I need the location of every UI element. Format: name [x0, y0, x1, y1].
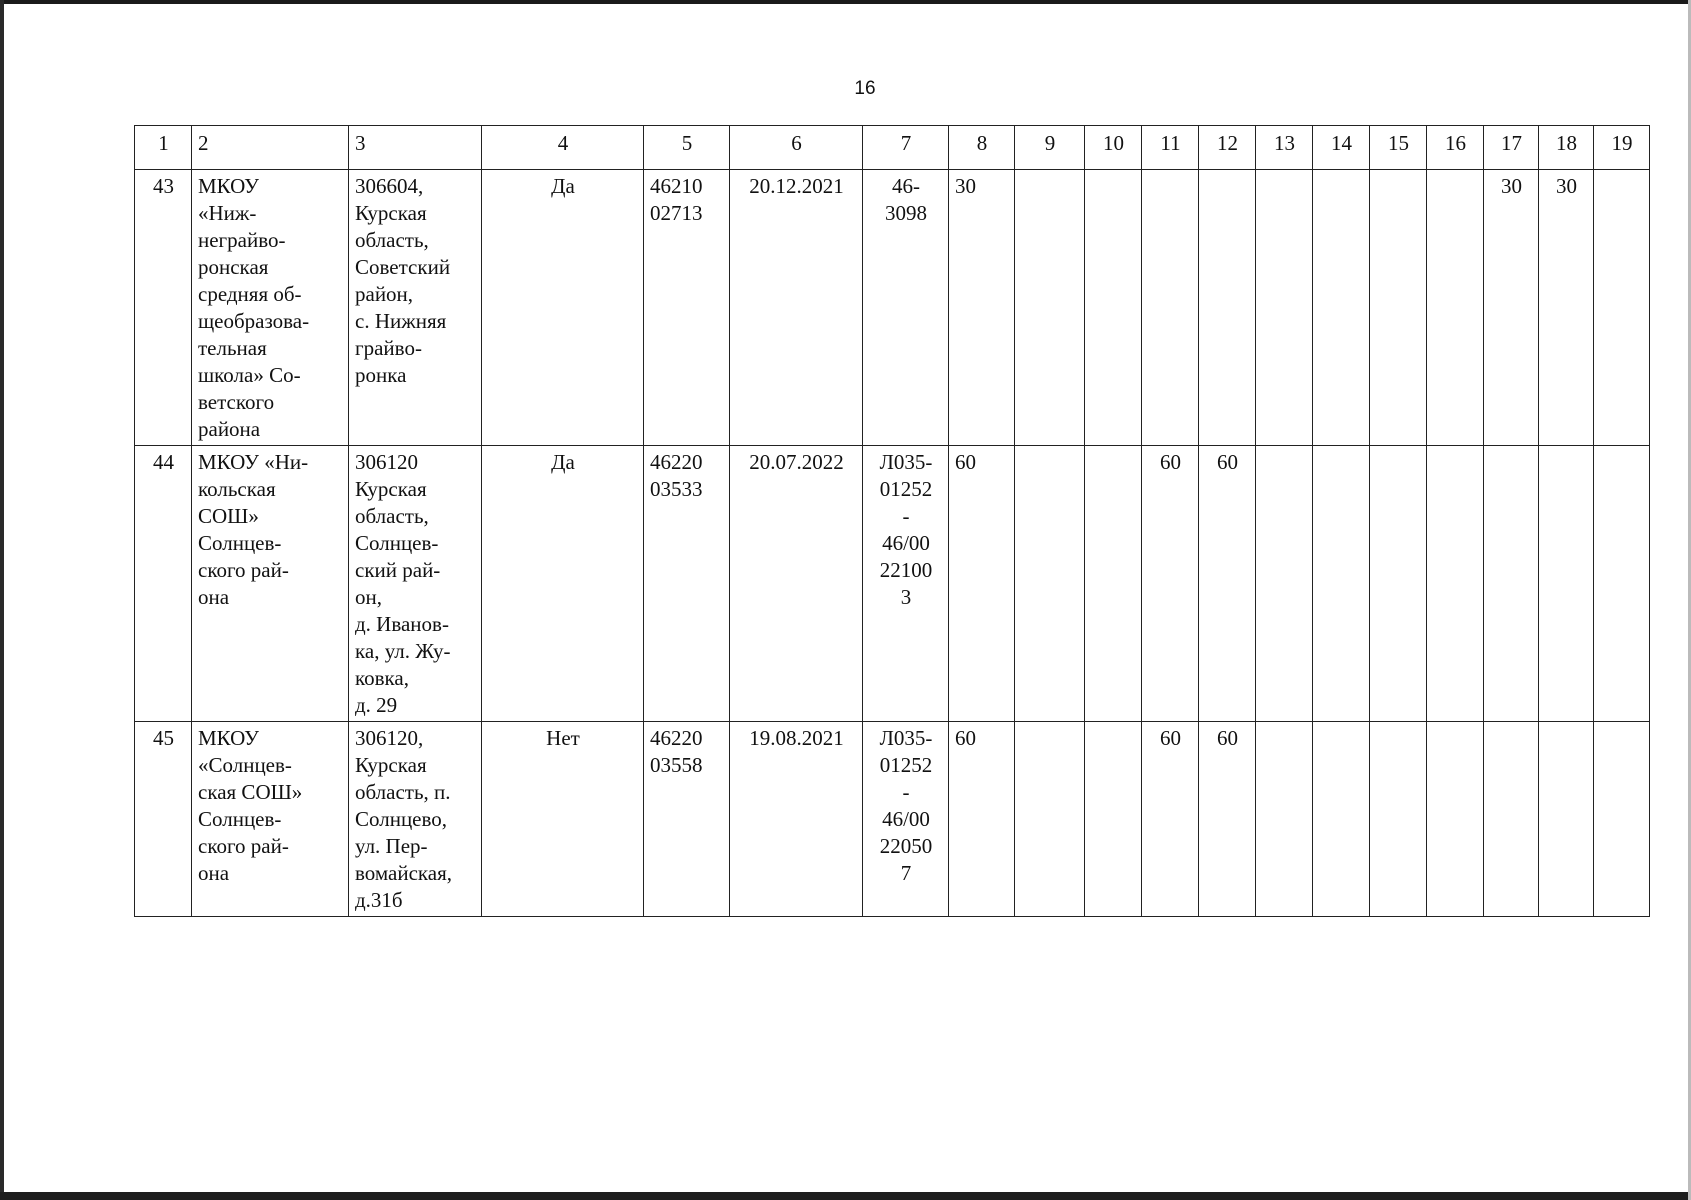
- table-cell: [1085, 446, 1142, 722]
- header-cell: 14: [1313, 126, 1370, 170]
- table-cell: 46210 02713: [644, 170, 730, 446]
- row-number: 43: [135, 170, 192, 446]
- row-number: 44: [135, 446, 192, 722]
- header-cell: 10: [1085, 126, 1142, 170]
- table-cell: [1313, 722, 1370, 917]
- table-cell: [1313, 446, 1370, 722]
- scan-edge-top: [0, 0, 1691, 4]
- organization-name: МКОУ «Солнцев- ская СОШ» Солнцев- ского рай- она: [192, 722, 349, 917]
- table-cell: Нет: [482, 722, 644, 917]
- organization-name: МКОУ «Ни- кольская СОШ» Солнцев- ского рай- она: [192, 446, 349, 722]
- scan-edge-bottom: [0, 1192, 1691, 1200]
- address: 306120, Курская область, п. Солнцево, ул. Пер- вомайская, д.31б: [349, 722, 482, 917]
- table-cell: 30: [1484, 170, 1539, 446]
- header-cell: 17: [1484, 126, 1539, 170]
- table-cell: [1199, 170, 1256, 446]
- address: 306604, Курская область, Советский район, с. Нижняя грайво- ронка: [349, 170, 482, 446]
- table-cell: 46220 03533: [644, 446, 730, 722]
- license-number: 46- 3098: [863, 170, 949, 446]
- table-cell: [1015, 446, 1085, 722]
- date-cell: 20.12.2021: [730, 170, 863, 446]
- table-cell: [1539, 722, 1594, 917]
- table-cell: [1256, 446, 1313, 722]
- table-cell: [1256, 170, 1313, 446]
- table-cell: [1484, 722, 1539, 917]
- table-cell: [1370, 170, 1427, 446]
- table-cell: 60: [1199, 722, 1256, 917]
- row-number: 45: [135, 722, 192, 917]
- header-cell: 1: [135, 126, 192, 170]
- page-number: 16: [854, 78, 876, 99]
- table-cell: [1594, 722, 1650, 917]
- header-cell: 15: [1370, 126, 1427, 170]
- table-cell: 60: [949, 446, 1015, 722]
- table-cell: [1594, 170, 1650, 446]
- header-cell: 16: [1427, 126, 1484, 170]
- table-cell: [1539, 446, 1594, 722]
- address: 306120 Курская область, Солнцев- ский рай- он, д. Иванов- ка, ул. Жу- ковка, д. 29: [349, 446, 482, 722]
- table-cell: Да: [482, 446, 644, 722]
- header-cell: 5: [644, 126, 730, 170]
- table-cell: [1015, 722, 1085, 917]
- table-cell: [1427, 722, 1484, 917]
- table-cell: 60: [949, 722, 1015, 917]
- license-number: Л035- 01252 - 46/00 22050 7: [863, 722, 949, 917]
- header-cell: 4: [482, 126, 644, 170]
- table-cell: [1370, 446, 1427, 722]
- table-cell: [1370, 722, 1427, 917]
- header-cell: 19: [1594, 126, 1650, 170]
- header-cell: 11: [1142, 126, 1199, 170]
- table-cell: 60: [1142, 446, 1199, 722]
- header-cell: 7: [863, 126, 949, 170]
- table-cell: [1085, 722, 1142, 917]
- header-cell: 3: [349, 126, 482, 170]
- header-cell: 6: [730, 126, 863, 170]
- table-cell: 30: [949, 170, 1015, 446]
- license-number: Л035- 01252 - 46/00 22100 3: [863, 446, 949, 722]
- table-cell: [1142, 170, 1199, 446]
- date-cell: 20.07.2022: [730, 446, 863, 722]
- table-cell: 46220 03558: [644, 722, 730, 917]
- table-cell: [1427, 446, 1484, 722]
- table-cell: 60: [1199, 446, 1256, 722]
- table-cell: [1427, 170, 1484, 446]
- date-cell: 19.08.2021: [730, 722, 863, 917]
- table-row: [135, 446, 1650, 722]
- table-cell: [1085, 170, 1142, 446]
- header-cell: 13: [1256, 126, 1313, 170]
- table-cell: [1256, 722, 1313, 917]
- header-cell: 8: [949, 126, 1015, 170]
- table-row: [135, 722, 1650, 917]
- table-cell: [1313, 170, 1370, 446]
- table-cell: 60: [1142, 722, 1199, 917]
- table-cell: Да: [482, 170, 644, 446]
- table-cell: [1015, 170, 1085, 446]
- header-cell: 9: [1015, 126, 1085, 170]
- header-cell: 2: [192, 126, 349, 170]
- organization-name: МКОУ «Ниж- неграйво- ронская средняя об- щеобразова- тельная школа» Со- ветского района: [192, 170, 349, 446]
- header-cell: 18: [1539, 126, 1594, 170]
- table-row: [135, 170, 1650, 446]
- table-header-row: [135, 126, 1650, 170]
- table-cell: 30: [1539, 170, 1594, 446]
- table-cell: [1594, 446, 1650, 722]
- scan-edge-left: [0, 0, 4, 1200]
- header-cell: 12: [1199, 126, 1256, 170]
- table-cell: [1484, 446, 1539, 722]
- data-table: [134, 125, 1650, 917]
